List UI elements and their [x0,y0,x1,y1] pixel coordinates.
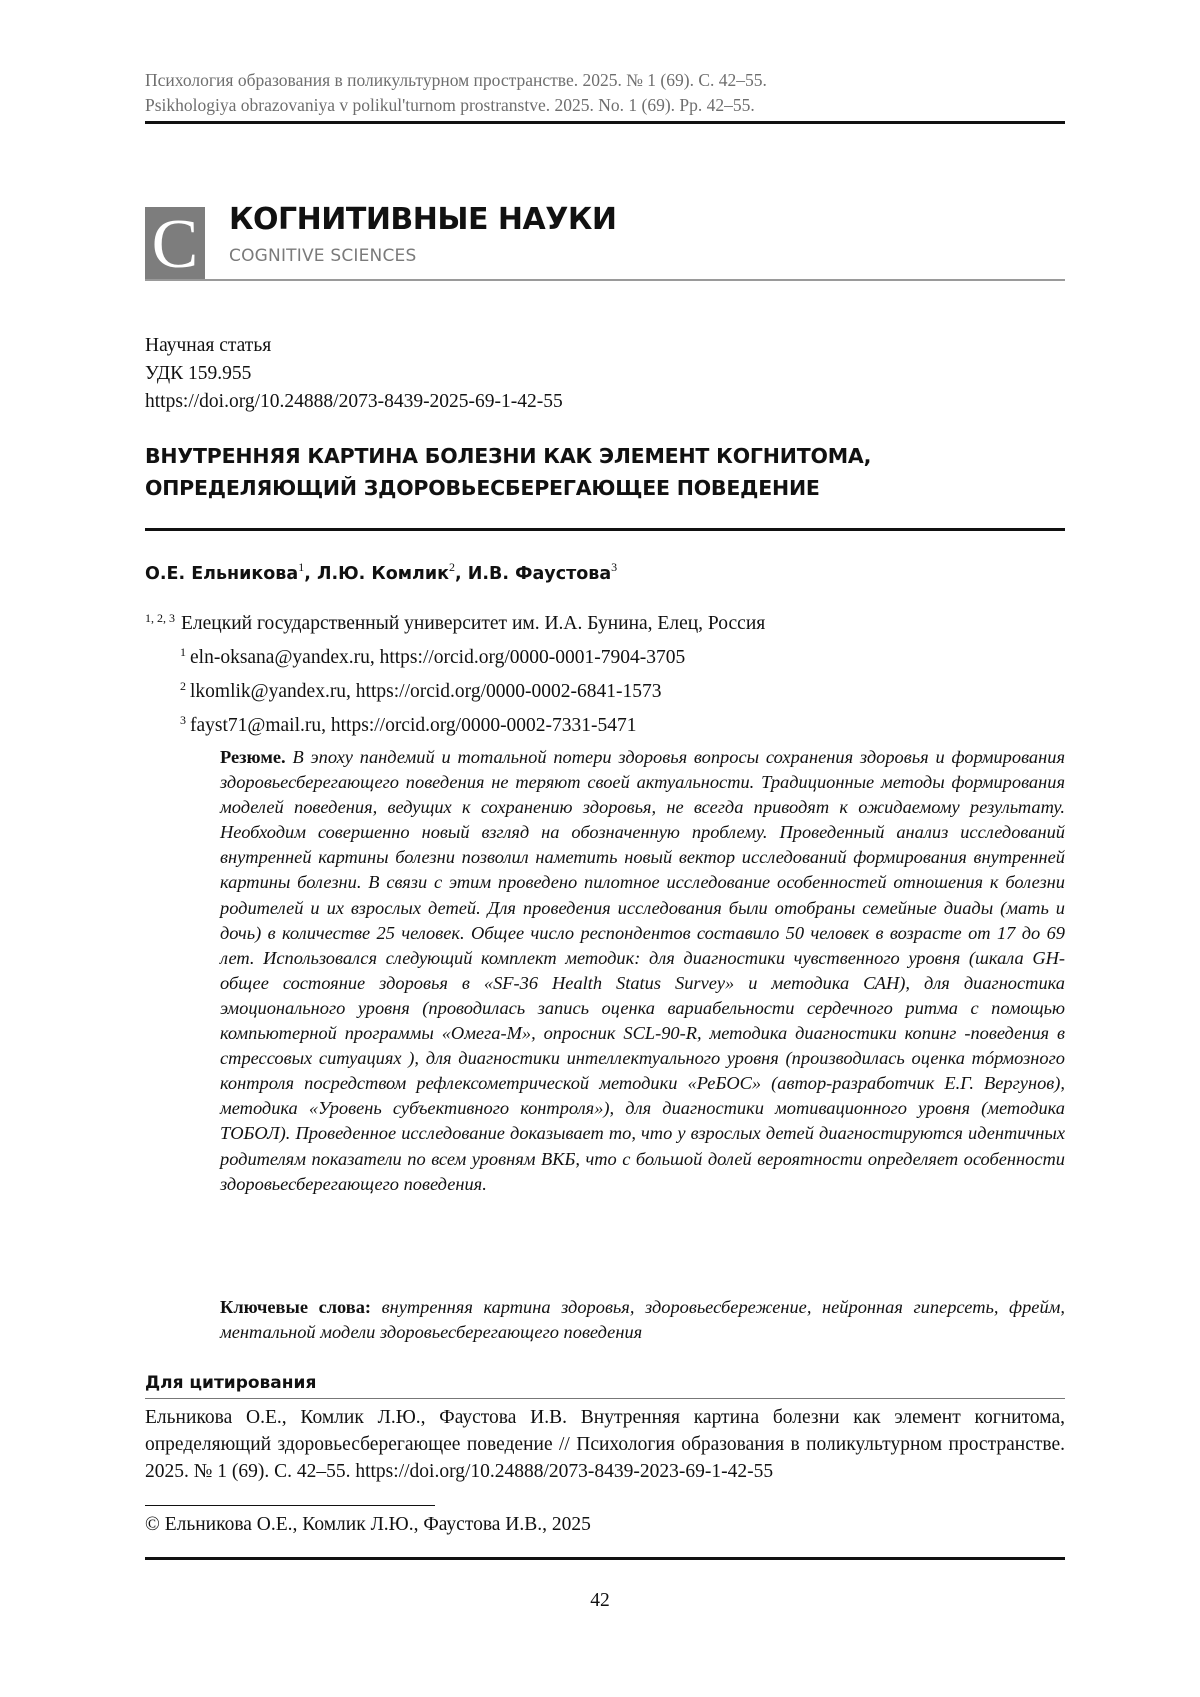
contact-mark: 2 [180,679,186,693]
abstract [220,745,1065,1197]
article-type: Научная статья [145,332,563,360]
footer-rule [145,1557,1065,1560]
section-title: КОГНИТИВНЫЕ НАУКИ [229,202,617,237]
author-affiliation-mark: 3 [611,560,617,574]
affiliation-text: Елецкий государственный университет им. И.А. Бунина, Елец, Россия [181,613,765,634]
page-number: 42 [0,1590,1200,1612]
author-separator: , [455,564,468,584]
author-affiliation-mark: 2 [449,560,455,574]
title-rule [145,528,1065,531]
article-title [145,440,1065,504]
affiliations [145,604,765,740]
author-name: Л.Ю. Комлик [317,564,449,584]
running-head [145,68,1065,118]
contact-mark: 3 [180,713,186,727]
author-name: О.Е. Ельникова [145,564,298,584]
contact-line [145,638,765,672]
doi-link[interactable]: https://doi.org/10.24888/2073-8439-2025-69-1-42-55 [145,388,563,416]
footnote-rule [145,1505,435,1506]
contact-line [145,672,765,706]
section-logo: C [145,207,205,281]
running-head-ru: Психология образования в поликультурном пространстве. 2025. № 1 (69). С. 42–55. [145,68,1065,93]
contact-mark: 1 [180,645,186,659]
udc-code: УДК 159.955 [145,360,563,388]
affiliation-mark: 1, 2, 3 [145,611,175,625]
contact-text[interactable]: lkomlik@yandex.ru, https://orcid.org/0000-0002-6841-1573 [190,681,661,702]
author-separator: , [304,564,317,584]
keywords-label: Ключевые слова: [220,1297,371,1317]
citation-rule [145,1398,1065,1399]
section-subtitle: COGNITIVE SCIENCES [229,246,416,266]
keywords [220,1295,1065,1345]
section-rule [145,279,1065,281]
contact-text[interactable]: eln-oksana@yandex.ru, https://orcid.org/0000-0001-7904-3705 [190,647,685,668]
contact-text[interactable]: fayst71@mail.ru, https://orcid.org/0000-0002-7331-5471 [190,715,637,736]
article-meta [145,332,563,416]
author-list [145,560,617,584]
keywords-text: внутренняя картина здоровья, здоровьесбережение, нейронная гиперсеть, фрейм, ментальной модели здоровьесберегающего поведения [220,1297,1065,1342]
contact-line [145,706,765,740]
article-title-line: ВНУТРЕННЯЯ КАРТИНА БОЛЕЗНИ КАК ЭЛЕМЕНТ КОГНИТОМА, [145,440,1065,472]
running-head-en: Psikhologiya obrazovaniya v polikul'turnom prostranstve. 2025. No. 1 (69). Pp. 42–55. [145,93,1065,118]
header-rule [145,121,1065,124]
citation-text: Ельникова О.Е., Комлик Л.Ю., Фаустова И.В. Внутренняя картина болезни как элемент когнитома, определяющий здоровьесберегающее поведение // Психология образования в поликультурном пространстве. 2025. № 1 (69). С. 42–55. https://doi.org/10.24888/2073-8439-2023-69-1-42-55 [145,1404,1065,1485]
abstract-label: Резюме. [220,747,286,767]
affiliation-line [145,604,765,638]
article-title-line: ОПРЕДЕЛЯЮЩИЙ ЗДОРОВЬЕСБЕРЕГАЮЩЕЕ ПОВЕДЕНИЕ [145,472,1065,504]
author-affiliation-mark: 1 [298,560,304,574]
copyright-notice: © Ельникова О.Е., Комлик Л.Ю., Фаустова И.В., 2025 [145,1514,591,1536]
author-name: И.В. Фаустова [468,564,611,584]
citation-heading: Для цитирования [145,1373,316,1393]
abstract-text: В эпоху пандемий и тотальной потери здоровья вопросы сохранения здоровья и формирования здоровьесберегающего поведения не теряют своей актуальности. Традиционные методы формирования моделей поведения, ведущих к сохранению здоровья, не всегда приводят к ожидаемому результату. Необходим совершенно новый взгляд на обозначенную проблему. Проведенный анализ исследований внутренней картины болезни позволил наметить новый вектор исследований формирования внутренней картины болезни. В связи с этим проведено пилотное исследование особенностей отношения к болезни родителей и их взрослых детей. Для проведения исследования были отобраны семейные диады (мать и дочь) в количестве 25 человек. Общее число респондентов составило 50 человек в возрасте от 17 до 69 лет. Использовался следующий комплект методик: для диагностики чувственного уровня (шкала GH- общее состояние здоровья в «SF-36 Health Status Survey» и методика САН), для диагностика эмоционального уровня (проводилась запись оценка вариабельности сердечного ритма с помощью компьютерной программы «Омега-М», опросник SCL-90-R, методика диагностики копинг -поведения в стрессовых ситуациях ), для диагностики интеллектуального уровня (производилась оценка тóрмозного контроля посредством рефлексометрической методики «РеБОС» (автор-разработчик Е.Г. Вергунов), методика «Уровень субъективного контроля»), для диагностики мотивационного уровня (методика ТОБОЛ). Проведенное исследование доказывает то, что у взрослых детей диагностируются идентичных родителям показатели по всем уровням ВКБ, что с большой долей вероятности определяет особенности здоровьесберегающего поведения. [220,747,1065,1194]
